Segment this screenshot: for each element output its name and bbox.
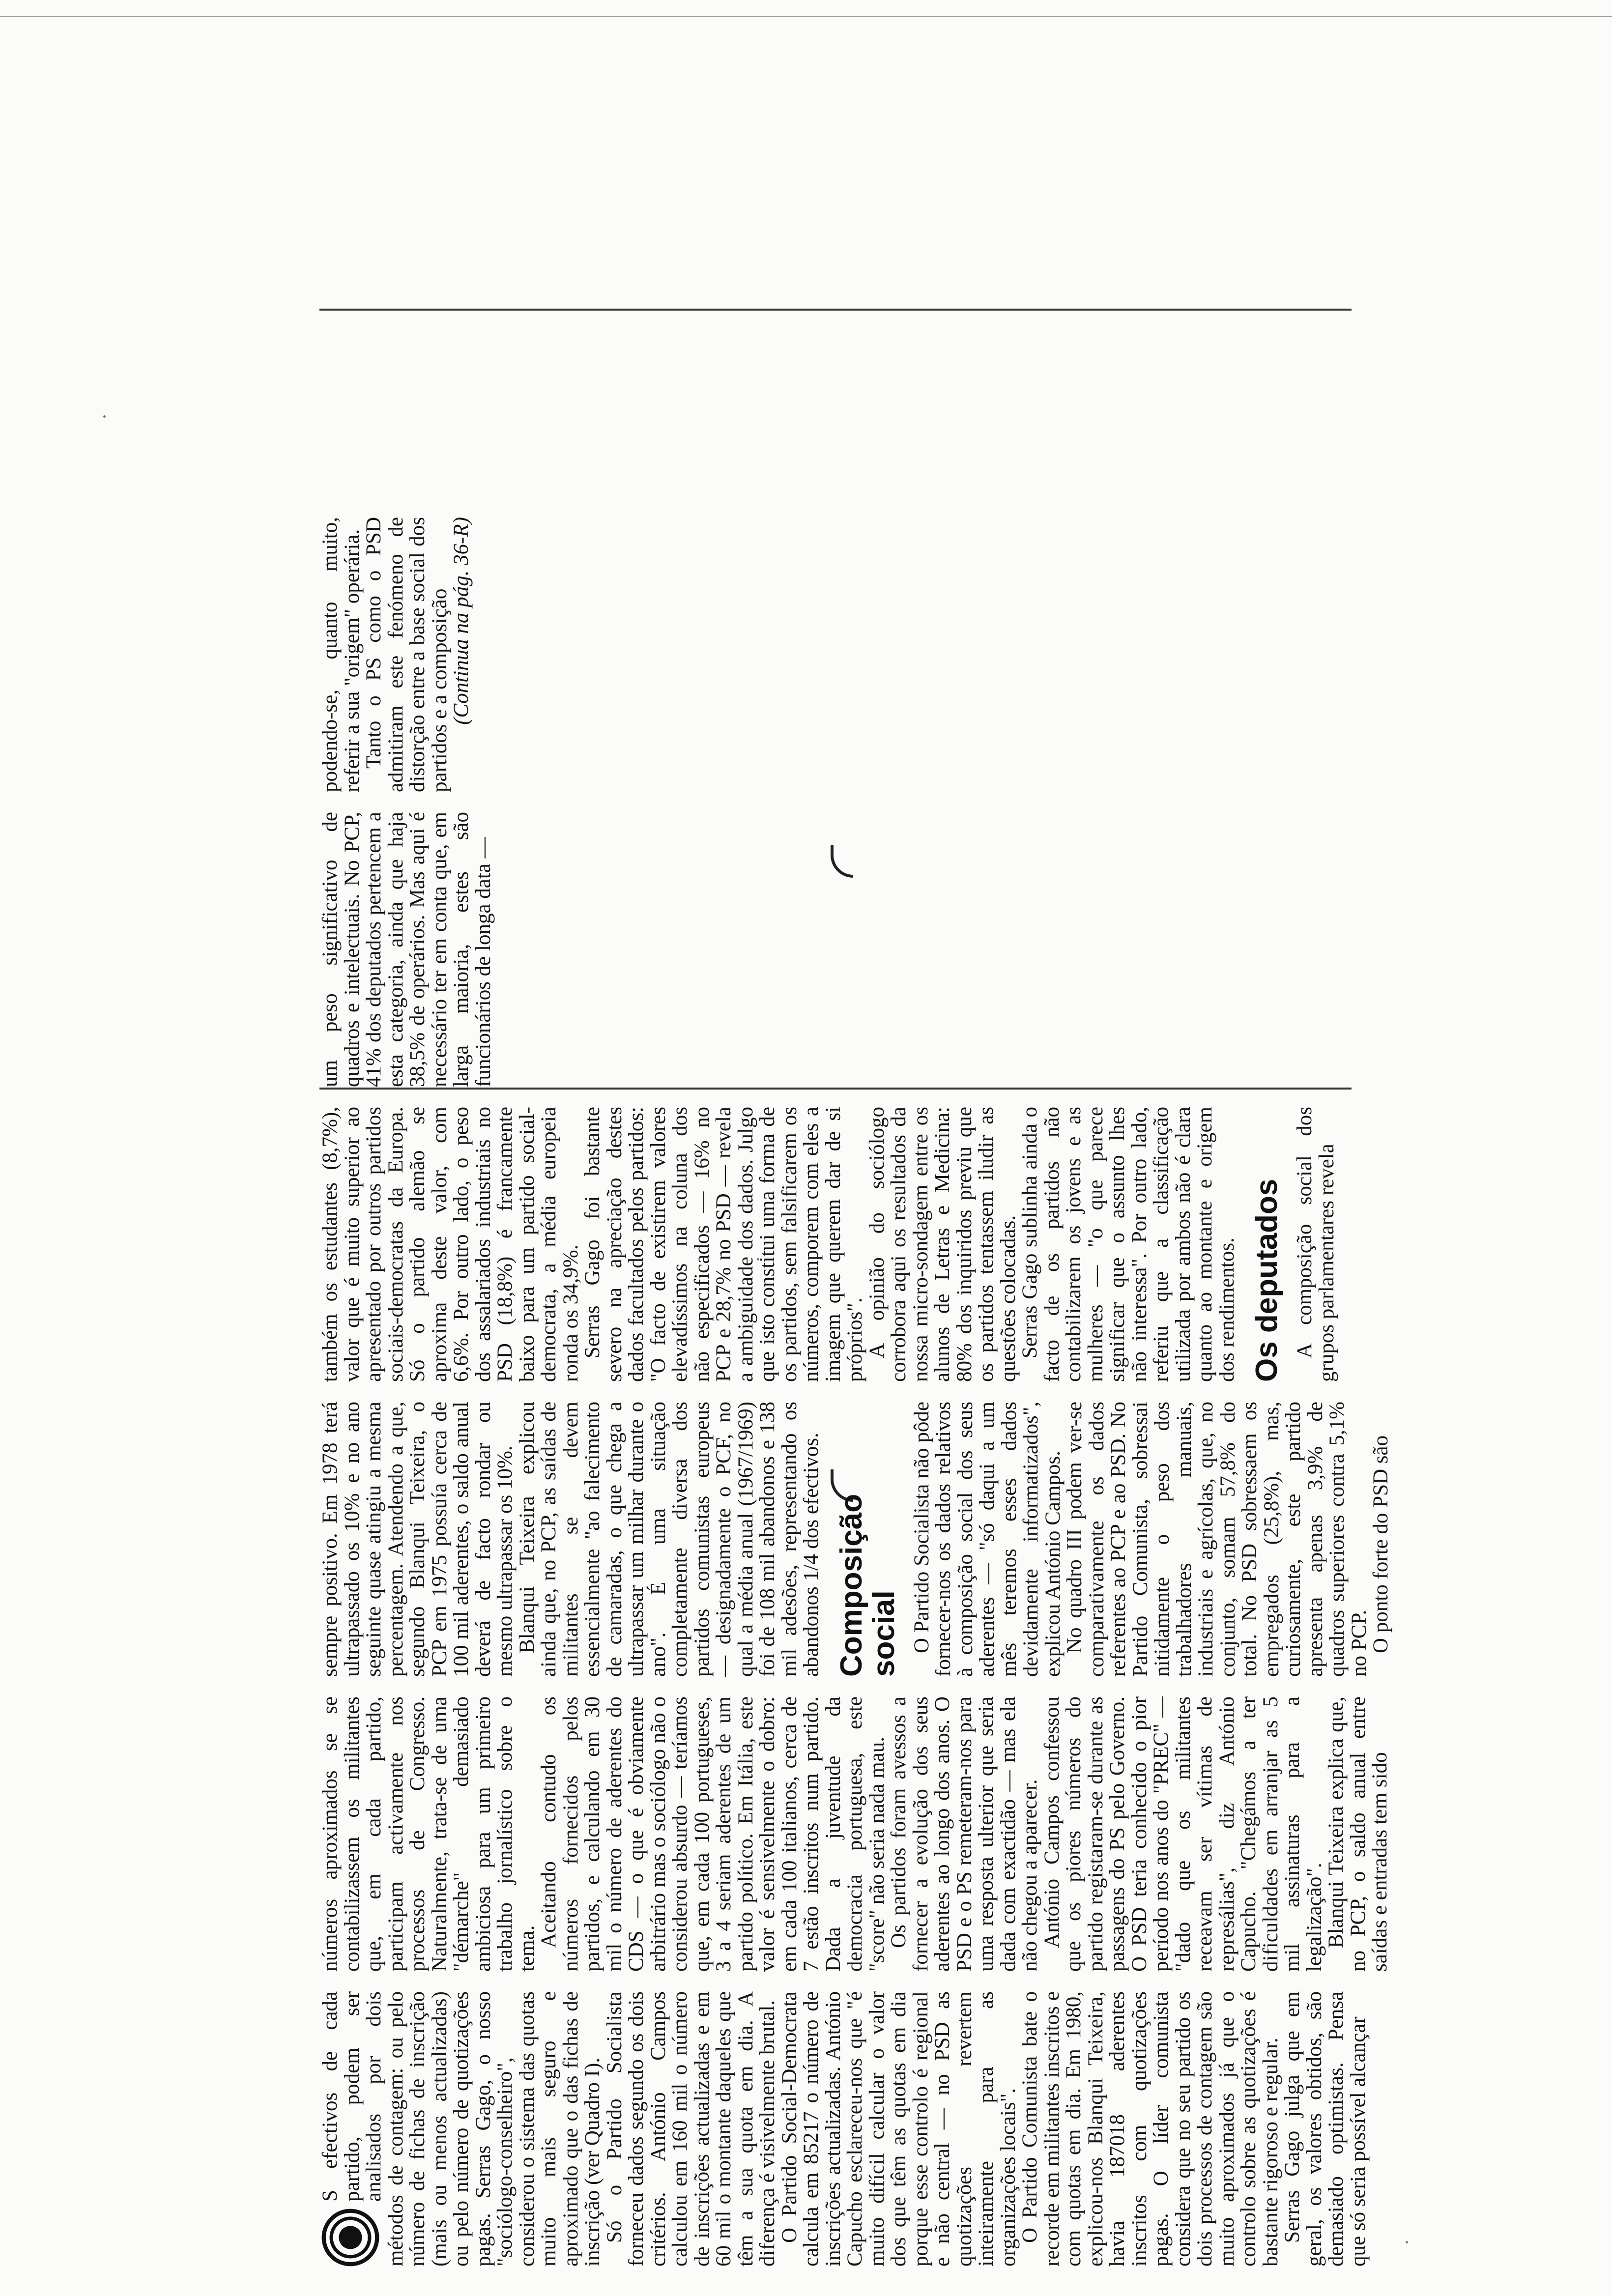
paragraph: Serras Gago julga que em geral, os valores obtidos, são demasiado optimistas. Pensa que só seria possível alcançar bbox=[1281, 1991, 1370, 2267]
paragraph: um peso significativo de quadros e intelectuais. No PCP, 41% dos deputados pertencem a esta categoria, ainda que haja 38,5% de operários. Mas aqui é necessário ter em conta que, em larga maioria, estes são funcionários de longa data — bbox=[318, 812, 495, 1087]
section-heading: Composição social bbox=[834, 1493, 901, 1677]
paragraph: Os partidos foram avessos a fornecer a evolução dos seus aderentes ao longo dos anos. O PSD e o PS remeteram-nos para uma resposta ulterior que seria dada com exactidão — mas ela não chegou a aparecer. bbox=[887, 1696, 1041, 1972]
paragraph: S efectivos de cada partido, podem ser analisados por dois métodos de contagem: ou pelo número de fichas de inscrição (mais ou menos actualizadas) ou pelo número de quotizações pagas. Serras Gago, o nosso "sociólogo-conselheiro", considerou o sistema das quotas muito mais seguro e aproximado que o das fichas de inscrição (ver Quadro I). bbox=[318, 1991, 604, 2267]
article-column-2 bbox=[318, 1696, 1391, 1972]
paragraph: Tanto o PS como o PSD admitiram este fenómeno de distorção entre a base social dos partidos e a composição bbox=[362, 517, 451, 792]
paragraph: Serras Gago foi bastante severo na apreciação destes dados facultados pelos partidos: "O facto de existirem valores elevadíssimos na coluna dos não especificados — 16% no PCP e 28,7% no PSD — revela a ambiguidade dos dados. Julgo que isto constitui uma forma de os partidos, sem falsificarem os números, comporem com eles a imagem que querem dar de si próprios". bbox=[581, 1107, 866, 1382]
article-column-3 bbox=[318, 1402, 1392, 1677]
paragraph: Blanqui Teixeira explica que, no PCP, o saldo anual entre saídas e entradas tem sido bbox=[1324, 1696, 1391, 1972]
paragraph: também os estudantes (8,7%), valor que é muito superior ao apresentado por outros partidos sociais-democratas da Europa. Só o partido alemão se aproxima deste valor, com 6,6%. Por outro lado, o peso dos assalariados industriais no PSD (18,8%) é francamente baixo para um partido social-democrata, a média europeia ronda os 34,9%. bbox=[318, 1107, 582, 1382]
dropcap-o-icon bbox=[321, 2209, 379, 2267]
article-column-6 bbox=[319, 517, 1352, 792]
paragraph: António Campos confessou que os piores números do partido registaram-se durante as passagens do PS pelo Governo. O PSD teria conhecido o pior período nos anos do "PREC" — "dado que os militantes receavam ser vítimas de represálias", diz António Capucho. "Chegámos a ter dificuldades em arranjar as 5 mil assinaturas para a legalização". bbox=[1040, 1696, 1326, 1972]
paragraph: sempre positivo. Em 1978 terá ultrapassado os 10% e no ano seguinte quase atingiu a mesma percentagem. Atendendo a que, segundo Blanqui Teixeira, o PCP em 1975 possuía cerca de 100 mil aderentes, o saldo anual deverá de facto rondar ou mesmo ultrapassar os 10%. bbox=[318, 1402, 517, 1677]
paragraph: números aproximados se se contabilizassem os militantes que, em cada partido, participam activamente nos processos de Congresso. Naturalmente, trata-se de uma "démarche" demasiado ambiciosa para um primeiro trabalho jornalístico sobre o tema. bbox=[318, 1696, 539, 1972]
paragraph: Serras Gago sublinha ainda o facto de os partidos não contabilizarem os jovens e as mulheres — "o que parece significar que o assunto lhes não interessa". Por outro lado, referiu que a classificação utilizada por ambos não é clara quanto ao montante e origem dos rendimentos. bbox=[1018, 1107, 1238, 1382]
article-column-4 bbox=[319, 1107, 1352, 1382]
article-column-1 bbox=[318, 1991, 1370, 2267]
paragraph: A opinião do sociólogo corrobora aqui os resultados da nossa micro-sondagem entre os alunos de Letras e Medicina: 80% dos inquiridos previu que os partidos tentassem iludir as questões colocadas. bbox=[865, 1107, 1020, 1382]
article-column-5 bbox=[319, 812, 1352, 1087]
paragraph: O ponto forte do PSD são bbox=[1369, 1435, 1392, 1653]
paragraph: Blanqui Teixeira explicou ainda que, no PCP, as saídas de militantes se devem essencialmente "ao falecimento de camaradas, o que chega a ultrapassar um milhar durante o ano". É uma situação completamente diversa dos partidos comunistas europeus — designadamente o PCF, no qual a média anual (1967/1969) foi de 108 mil abandonos e 138 mil adesões, representando os abandonos 1/4 dos efectivos. bbox=[515, 1402, 823, 1677]
paragraph: A composição social dos grupos parlamentares revela bbox=[1293, 1107, 1338, 1382]
paragraph: O Partido Comunista bate o recorde em militantes inscritos e com quotas em dia. Em 1980, explicou-nos Blanqui Teixeira, havia 187018 aderentes inscritos com quotizações pagas. O líder comunista considera que no seu partido os dois processos de contagem são muito aproximados já que o controlo sobre as quotizações é bastante rigoroso e regular. bbox=[1018, 1991, 1282, 2267]
paragraph: Só o Partido Socialista forneceu dados segundo os dois critérios. António Campos calculou em 160 mil o número de inscrições actualizadas e em 60 mil o montante daqueles que têm a sua quota em dia. A diferença é visivelmente brutal. bbox=[603, 1991, 779, 2267]
paragraph: Aceitando contudo os números fornecidos pelos partidos, e calculando em 30 mil o número de aderentes do CDS — o que é obviamente arbitrário mas o sociólogo não o considerou absurdo — teríamos que, em cada 100 portugueses, 3 a 4 seriam aderentes de um partido político. Em Itália, este valor é sensivelmente o dobro: em cada 100 italianos, cerca de 7 estão inscritos num partido. Dada a juventude da democracia portuguesa, este "score" não seria nada mau. bbox=[537, 1696, 889, 1972]
paragraph: O Partido Social-Democrata calcula em 85217 o número de inscrições actualizadas. António Capucho esclareceu-nos que "é muito difícil calcular o valor dos que têm as quotas em dia porque esse controlo é regional e não central — no PSD as quotizações revertem inteiramente para as organizações locais". bbox=[777, 1991, 1020, 2267]
column-rule bbox=[319, 1088, 1352, 1090]
paragraph: No quadro III podem ver-se comparativamente os dados referentes ao PCP e ao PSD. No Partido Comunista, sobressai nitidamente o peso dos trabalhadores manuais, industriais e agrícolas, que, no conjunto, somam 57,8% do total. No PSD sobressaem os empregados (25,8%), mas, curiosamente, este partido apresenta apenas 3,9% de quadros superiores contra 5,1% no PCP. bbox=[1063, 1402, 1371, 1677]
paragraph: podendo-se, quanto muito, referir a sua "origem" operária. bbox=[318, 517, 364, 792]
continuation-note: (Continua na pág. 36-R) bbox=[450, 517, 473, 725]
section-heading: Os deputados bbox=[1250, 1178, 1284, 1382]
column-rule bbox=[319, 309, 1352, 311]
paragraph: O Partido Socialista não pôde fornecer-nos os dados relativos à composição social dos seus aderentes — "só daqui a um mês teremos esses dados devidamente informatizados", explicou António Campos. bbox=[910, 1402, 1065, 1677]
